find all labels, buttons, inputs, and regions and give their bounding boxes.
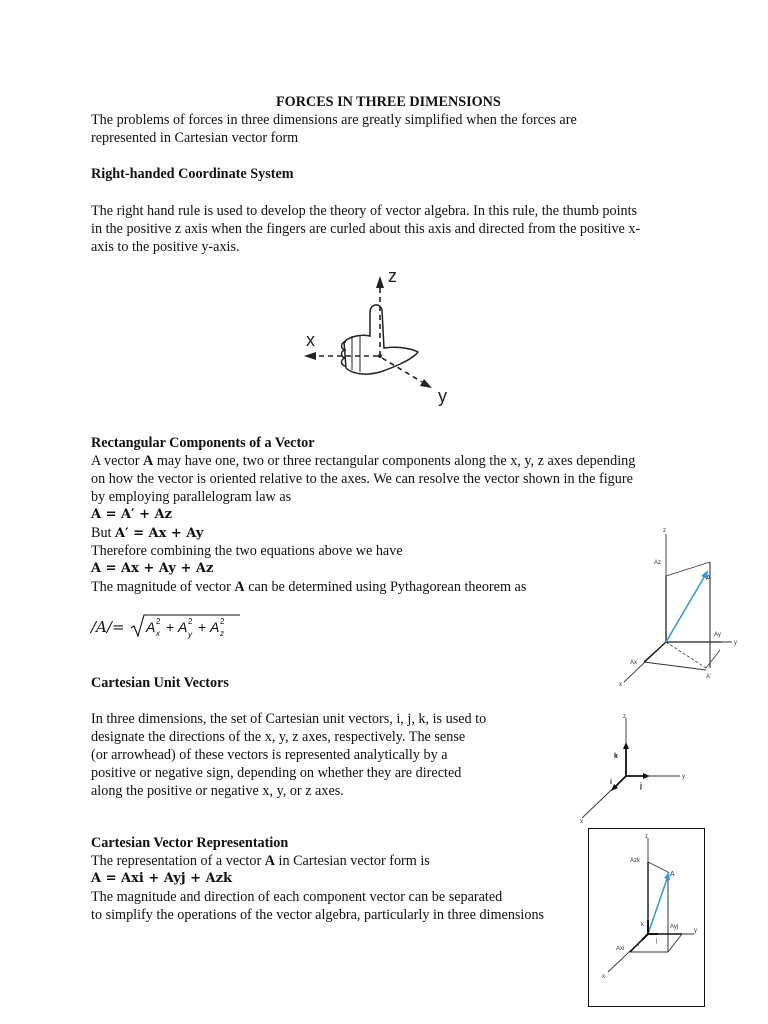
- equation-3: A = Ax + Ay + Az: [91, 561, 214, 576]
- unit-line-1: In three dimensions, the set of Cartesian unit vectors, i, j, k, is used to: [91, 711, 487, 727]
- label-Axi: Axi: [616, 946, 625, 952]
- rect-line-1-pre: A vector: [91, 453, 144, 469]
- repr-line-3: to simplify the operations of the vector algebra, particularly in three dimensions: [91, 907, 545, 923]
- rect-line-1-post: may have one, two or three rectangular components along the x, y, z axes depending: [153, 453, 636, 469]
- label-j-repr: j: [656, 938, 658, 944]
- heading-right-handed-system: Right-handed Coordinate System: [91, 166, 294, 182]
- label-y: y: [438, 386, 447, 406]
- svg-text:2: 2: [220, 617, 225, 626]
- repr-line-1-pre: The representation of a vector: [91, 853, 265, 869]
- svg-text:+: +: [166, 619, 175, 635]
- cartesian-equation: A = Axi + Ayj + Azk: [91, 871, 232, 886]
- rect-line-3: by employing parallelogram law as: [91, 489, 292, 505]
- label-y-axis: y: [734, 640, 737, 646]
- magnitude-line: [91, 578, 526, 597]
- label-A: A: [706, 575, 711, 582]
- label-x-axis: x: [619, 682, 622, 688]
- label-z-unit: z: [623, 714, 626, 720]
- but-label: But: [91, 525, 116, 541]
- label-x-unit: x: [580, 819, 583, 824]
- label-y-repr: y: [694, 928, 697, 934]
- label-Ayj: Ayj: [670, 924, 679, 930]
- unit-line-5: along the positive or negative x, y, or z axes.: [91, 783, 344, 799]
- unit-vectors-figure: [576, 712, 696, 824]
- unit-line-4: positive or negative sign, depending on whether they are directed: [91, 765, 462, 781]
- label-k-repr: k: [641, 922, 644, 928]
- label-Az: Az: [654, 560, 662, 566]
- label-i: i: [610, 779, 612, 786]
- label-Ay: Ay: [714, 632, 721, 638]
- document-title: FORCES IN THREE DIMENSIONS: [276, 94, 501, 110]
- magnitude-formula-lhs: /A/=: [91, 618, 125, 636]
- equation-2-line: [91, 524, 203, 544]
- label-z: z: [388, 266, 397, 286]
- label-k: k: [614, 753, 618, 760]
- label-i-repr: i: [638, 942, 640, 948]
- heading-rectangular-components: Rectangular Components of a Vector: [91, 435, 315, 451]
- svg-text:x: x: [156, 629, 160, 638]
- rhr-line-2: in the positive z axis when the fingers are curled about this axis and directed from the positive x-: [91, 221, 641, 237]
- svg-text:A: A: [178, 619, 188, 635]
- svg-text:A: A: [146, 619, 156, 635]
- unit-line-2: designate the directions of the x, y, z axes, respectively. The sense: [91, 729, 466, 745]
- repr-line-2: The magnitude and direction of each component vector can be separated: [91, 889, 503, 905]
- heading-cartesian-unit-vectors: Cartesian Unit Vectors: [91, 675, 229, 691]
- label-x: x: [306, 330, 315, 350]
- intro-line-2: represented in Cartesian vector form: [91, 130, 299, 146]
- svg-text:2: 2: [156, 617, 161, 626]
- repr-line-1-vector: A: [264, 853, 275, 869]
- magnitude-pre: The magnitude of vector: [91, 579, 235, 595]
- right-hand-rule-figure: [292, 252, 472, 412]
- rectangular-components-figure: [610, 522, 746, 690]
- magnitude-post: can be determined using Pythagorean theorem as: [244, 579, 527, 595]
- intro-line-1: The problems of forces in three dimensions are greatly simplified when the forces are: [91, 112, 577, 128]
- svg-text:2: 2: [188, 617, 193, 626]
- rhr-line-3: axis to the positive y-axis.: [91, 239, 240, 255]
- label-z-repr: z: [645, 834, 648, 840]
- magnitude-formula-radical: [130, 612, 242, 640]
- label-A-repr: A: [670, 871, 675, 878]
- svg-text:y: y: [188, 630, 192, 639]
- repr-line-1: [91, 852, 430, 871]
- cartesian-representation-figure: [588, 828, 706, 1008]
- label-A-prime: A': [706, 674, 712, 680]
- label-Ax: Ax: [630, 660, 638, 666]
- rect-line-2: on how the vector is oriented relative to the axes. We can resolve the vector shown in the figure: [91, 471, 633, 487]
- label-Azk: Azk: [630, 858, 641, 864]
- label-y-unit: y: [682, 774, 685, 780]
- label-j: j: [640, 783, 642, 790]
- repr-line-1-post: in Cartesian vector form is: [274, 853, 430, 869]
- unit-line-3: (or arrowhead) of these vectors is represented analytically by a: [91, 747, 448, 763]
- equation-2: A′ = Ax + Ay: [115, 526, 204, 541]
- rect-line-1: [91, 452, 635, 471]
- equation-1: A = A′ + Az: [91, 507, 172, 522]
- heading-cartesian-vector-representation: Cartesian Vector Representation: [91, 835, 289, 851]
- rect-line-1-vector: A: [143, 453, 154, 469]
- magnitude-vector: A: [234, 579, 245, 595]
- therefore-line: Therefore combining the two equations above we have: [91, 543, 403, 559]
- label-x-repr: x: [602, 974, 605, 980]
- svg-text:A: A: [210, 619, 220, 635]
- svg-text:z: z: [220, 629, 224, 638]
- svg-text:+: +: [198, 619, 207, 635]
- rhr-line-1: The right hand rule is used to develop the theory of vector algebra. In this rule, the thumb points: [91, 203, 638, 219]
- label-z-axis: z: [663, 528, 666, 534]
